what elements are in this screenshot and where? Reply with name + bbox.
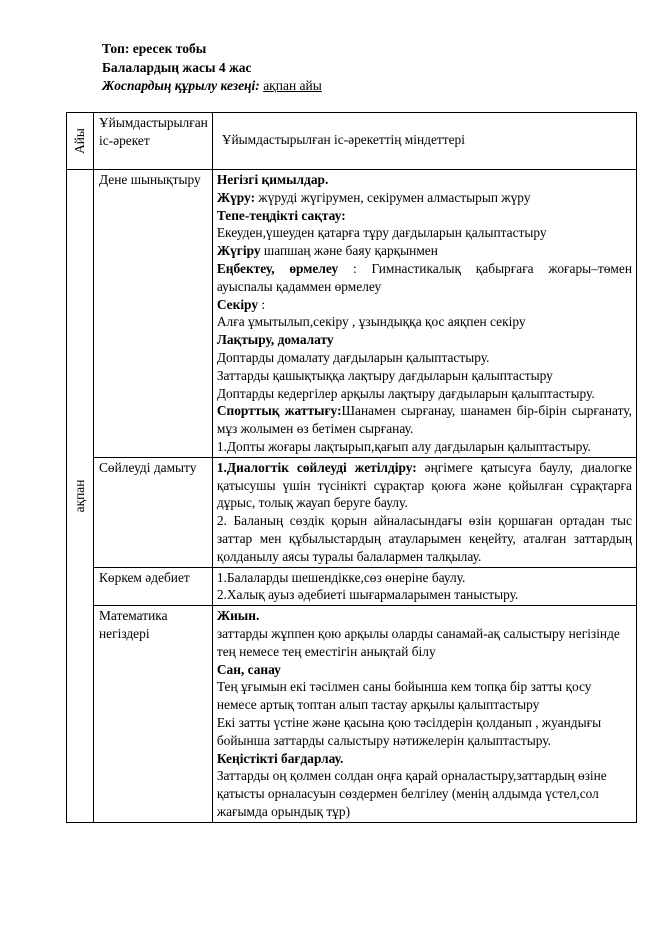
goal-line <box>217 402 632 438</box>
goal-line <box>217 331 632 349</box>
activity-header: Ұйымдастырылған іс-әрекет <box>94 113 213 170</box>
month-cell <box>67 170 94 823</box>
goal-line <box>217 714 632 750</box>
document-header <box>102 40 322 96</box>
goal-text: Доптарды домалату дағдыларын қалыптастыру. <box>216 349 490 365</box>
goal-text: Заттарды қашықтыққа лақтыру дағдыларын қалыптастыру <box>216 367 553 383</box>
activity-cell: Математика негіздері <box>94 606 213 823</box>
stage-line <box>102 77 322 96</box>
goal-text: Алға ұмытылып,секіру , ұзындыққа қос аяқпен секіру <box>216 314 526 330</box>
month-header-cell <box>67 113 94 170</box>
goal-heading: Лақтыру, домалату <box>216 332 334 348</box>
age-line: Балалардың жасы 4 жас <box>102 59 252 75</box>
goal-text: : Гимнастикалық қабырғаға жоғары–төмен ауыспалы қадаммен өрмелеу <box>216 260 632 294</box>
goal-line <box>217 767 632 820</box>
goal-text: заттарды жұппен қою арқылы оларды санамай-ақ салыстыру негізінде тең немесе тең еместігін анықтай білу <box>216 625 620 659</box>
stage-label: Жоспардың құрылу кезеңі: <box>102 78 260 93</box>
goal-heading: Секіру <box>216 296 259 312</box>
goals-cell <box>212 567 636 606</box>
goals-cell <box>212 170 636 458</box>
goal-line <box>217 459 632 512</box>
goals-cell <box>212 606 636 823</box>
activity-cell: Көркем әдебиет <box>94 567 213 606</box>
goal-text: 1.Допты жоғары лақтырып,қағып алу дағдыларын қалыптастыру. <box>216 438 591 454</box>
goal-line <box>217 678 632 714</box>
goal-heading: Кеңістікті бағдарлау. <box>216 750 344 766</box>
goals-header: Ұйымдастырылған іс-әрекеттің міндеттері <box>212 113 636 170</box>
goal-text: 1.Балаларды шешендікке,сөз өнеріне баулу. <box>216 569 466 585</box>
goal-text: Заттарды оң қолмен солдан оңға қарай орналастыру,заттардың өзіне қатысты орналасуын сөздермен белгілеу (менің алдымда үстел,сол жағымда орындық тұр) <box>216 768 607 819</box>
goal-heading: 1.Диалогтік сөйлеуді жетілдіру: <box>216 459 417 475</box>
plan-table <box>66 112 637 823</box>
goal-text: әңгімеге қатысуға баулу, диалогке қатысушы үшін түсінікті сұрақтар қоюға және қойылған сұрақтарға дұрыс, толық жауап беруге баулу. <box>216 459 632 511</box>
table-header-row <box>67 113 637 170</box>
goal-line <box>217 625 632 661</box>
goal-line <box>217 260 632 296</box>
goal-line <box>217 242 632 260</box>
goal-line <box>217 569 632 587</box>
goal-text: Екеуден,үшеуден қатарға тұру дағдыларын қалыптастыру <box>216 225 547 241</box>
goal-line <box>217 189 632 207</box>
table-row <box>67 606 637 823</box>
goal-heading: Сан, санау <box>216 661 281 677</box>
goal-line <box>217 607 632 625</box>
goal-line <box>217 349 632 367</box>
goal-heading: Негізгі қимылдар. <box>216 172 329 187</box>
goal-line <box>217 171 632 189</box>
goal-text: Екі затты үстіне және қасына қою тәсілдерін қолданып , жуандығы бойынша заттарды салыстыру нәтижелерін қалыптастыру. <box>216 714 602 748</box>
goals-cell <box>212 457 636 567</box>
goal-text: Тең ұғымын екі тәсілмен саны бойынша кем топқа бір затты қосу немесе артық топтан алып тастау арқылы қалыптастыру <box>216 679 592 713</box>
goal-line <box>217 207 632 225</box>
goal-text: жүруді жүгірумен, секірумен алмастырып жүру <box>255 189 531 205</box>
goal-line <box>217 750 632 768</box>
goal-line <box>217 367 632 385</box>
goal-text: Шанамен сырғанау, шанамен бір-бірін сырғанату, мұз жолымен өз бетімен сырғанау. <box>216 403 632 437</box>
goal-heading: Спорттық жаттығу: <box>216 403 342 419</box>
goal-line <box>217 224 632 242</box>
stage-value: ақпан айы <box>263 78 322 93</box>
activity-cell: Сөйлеуді дамыту <box>94 457 213 567</box>
month-header: Айы <box>72 128 88 154</box>
goal-heading: Еңбектеу, өрмелеу <box>216 260 339 276</box>
goal-text: 2. Баланың сөздік қорын айналасындағы өзін қоршаған ортадан тыс заттар мен құбылыстардың атауларымен кеңейту, аталған заттардың қолданылу аясы туралы балалармен талқылау. <box>216 513 632 564</box>
month-value: ақпан <box>72 479 88 513</box>
goal-text: Доптарды кедергілер арқылы лақтыру дағдыларын қалыптастыру. <box>216 385 595 401</box>
goal-heading: Тепе-теңдікті сақтау: <box>216 207 346 223</box>
goal-line <box>217 296 632 314</box>
activity-cell: Дене шынықтыру <box>94 170 213 458</box>
table-row <box>67 170 637 458</box>
goal-heading: Жүгіру <box>216 243 261 259</box>
goal-line <box>217 313 632 331</box>
goal-heading: Жиын. <box>216 608 260 624</box>
group-line: Топ: ересек тобы <box>102 41 207 56</box>
goal-line <box>217 512 632 565</box>
goal-text: 2.Халық ауыз әдебиеті шығармаларымен таныстыру. <box>216 587 519 603</box>
goal-line <box>217 438 632 456</box>
table-row <box>67 567 637 606</box>
goal-line <box>217 586 632 604</box>
goal-text: шапшаң және баяу қарқынмен <box>260 243 438 259</box>
goal-text: : <box>258 296 266 312</box>
goal-line <box>217 661 632 679</box>
table-row <box>67 457 637 567</box>
goal-heading: Жүру: <box>216 189 256 205</box>
goal-line <box>217 385 632 403</box>
